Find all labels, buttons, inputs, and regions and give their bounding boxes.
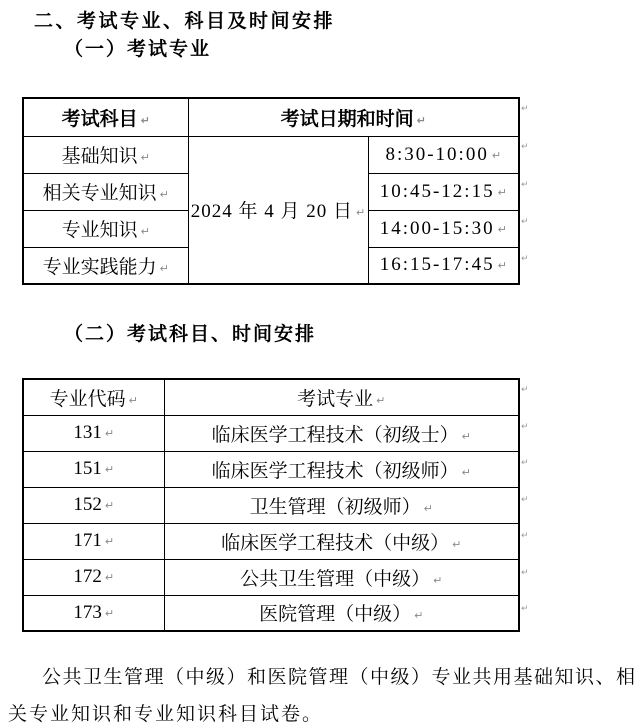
time-cell bbox=[368, 173, 519, 210]
header-label: 考试科目 bbox=[61, 108, 138, 130]
header-label: 考试日期和时间 bbox=[280, 108, 414, 130]
cell-end-mark-icon: ↵ bbox=[423, 501, 433, 515]
major-cell bbox=[164, 451, 519, 487]
table-row bbox=[23, 451, 519, 487]
cell-end-mark-icon: ↵ bbox=[128, 393, 138, 407]
cell-end-mark-icon: ↵ bbox=[497, 185, 507, 199]
table-row bbox=[23, 523, 519, 559]
table-row bbox=[23, 136, 519, 173]
code-label: 172 bbox=[73, 566, 102, 587]
row-end-mark-icon: ↵ bbox=[521, 217, 529, 227]
major-cell bbox=[164, 487, 519, 523]
subject-cell bbox=[23, 247, 188, 284]
row-end-mark-icon: ↵ bbox=[521, 385, 529, 395]
cell-end-mark-icon: ↵ bbox=[104, 427, 115, 440]
subject-label: 专业实践能力 bbox=[42, 256, 157, 278]
major-label: 临床医学工程技术（中级） bbox=[221, 532, 450, 554]
code-cell bbox=[23, 451, 164, 487]
cell-end-mark-icon: ↵ bbox=[433, 573, 443, 587]
cell-end-mark-icon: ↵ bbox=[104, 535, 115, 548]
major-label: 公共卫生管理（中级） bbox=[240, 568, 431, 590]
code-label: 173 bbox=[73, 601, 102, 623]
row-end-mark-icon: ↵ bbox=[521, 568, 529, 578]
row-end-mark-icon: ↵ bbox=[521, 104, 529, 114]
time-cell bbox=[368, 210, 519, 247]
header-cell-code bbox=[23, 379, 164, 415]
header-cell-major bbox=[164, 379, 519, 415]
exam-date: 2024 年 4 月 20 日 bbox=[190, 201, 354, 223]
code-label: 171 bbox=[73, 530, 102, 551]
subject-label: 相关专业知识 bbox=[42, 183, 157, 204]
cell-end-mark-icon: ↵ bbox=[376, 393, 386, 407]
header-label: 专业代码 bbox=[49, 388, 126, 410]
cell-end-mark-icon: ↵ bbox=[104, 499, 115, 512]
subject-label: 专业知识 bbox=[61, 220, 138, 241]
table-row bbox=[23, 559, 519, 595]
row-end-mark-icon: ↵ bbox=[521, 495, 529, 505]
header-cell-subject bbox=[23, 98, 188, 136]
cell-end-mark-icon: ↵ bbox=[159, 261, 169, 275]
time-cell bbox=[368, 247, 519, 284]
table-row bbox=[23, 487, 519, 523]
code-label: 151 bbox=[73, 458, 102, 479]
major-cell bbox=[164, 523, 519, 559]
major-cell bbox=[164, 595, 519, 631]
cell-end-mark-icon: ↵ bbox=[461, 429, 471, 443]
main-heading: 二、考试专业、科目及时间安排 bbox=[34, 11, 336, 32]
table-header-row bbox=[23, 379, 519, 415]
exam-date-cell bbox=[188, 136, 368, 284]
note-line-2: 关专业知识和专业知识科目试卷。 bbox=[8, 704, 324, 725]
cell-end-mark-icon: ↵ bbox=[140, 113, 150, 127]
cell-end-mark-icon: ↵ bbox=[414, 609, 424, 623]
cell-end-mark-icon: ↵ bbox=[140, 225, 150, 238]
time-label: 16:15-17:45 bbox=[379, 254, 495, 276]
code-cell bbox=[23, 595, 164, 631]
cell-end-mark-icon: ↵ bbox=[497, 259, 507, 273]
exam-schedule-table bbox=[22, 97, 520, 285]
code-cell bbox=[23, 559, 164, 595]
major-label: 临床医学工程技术（初级士） bbox=[211, 424, 459, 446]
header-label: 考试专业 bbox=[297, 388, 374, 410]
header-cell-datetime bbox=[188, 98, 519, 136]
note-paragraph bbox=[8, 659, 635, 725]
cell-end-mark-icon: ↵ bbox=[104, 606, 115, 620]
section-2-heading: （二）考试科目、时间安排 bbox=[64, 324, 317, 345]
row-end-mark-icon: ↵ bbox=[521, 531, 529, 541]
major-label: 医院管理（中级） bbox=[259, 604, 412, 626]
major-label: 卫生管理（初级师） bbox=[249, 496, 421, 518]
subject-cell bbox=[23, 210, 188, 247]
cell-end-mark-icon: ↵ bbox=[452, 537, 462, 551]
time-label: 8:30-10:00 bbox=[385, 143, 489, 165]
subject-cell bbox=[23, 173, 188, 210]
major-code-table bbox=[22, 378, 520, 632]
table-header-row bbox=[23, 98, 519, 136]
row-end-mark-icon: ↵ bbox=[521, 142, 529, 152]
code-cell bbox=[23, 487, 164, 523]
row-end-mark-icon: ↵ bbox=[521, 604, 529, 614]
cell-end-mark-icon: ↵ bbox=[461, 465, 471, 479]
major-label: 临床医学工程技术（初级师） bbox=[211, 460, 459, 482]
cell-end-mark-icon: ↵ bbox=[491, 148, 502, 162]
table-row bbox=[23, 415, 519, 451]
cell-end-mark-icon: ↵ bbox=[497, 222, 507, 236]
cell-end-mark-icon: ↵ bbox=[104, 463, 115, 476]
code-label: 152 bbox=[73, 494, 102, 515]
row-end-mark-icon: ↵ bbox=[521, 458, 529, 468]
time-label: 14:00-15:30 bbox=[379, 217, 495, 239]
major-cell bbox=[164, 559, 519, 595]
row-end-mark-icon: ↵ bbox=[521, 254, 529, 264]
cell-end-mark-icon: ↵ bbox=[416, 113, 426, 127]
cell-end-mark-icon: ↵ bbox=[140, 151, 150, 164]
cell-end-mark-icon: ↵ bbox=[104, 571, 115, 584]
subject-label: 基础知识 bbox=[61, 146, 138, 167]
code-cell bbox=[23, 523, 164, 559]
table-row bbox=[23, 595, 519, 631]
subject-cell bbox=[23, 136, 188, 173]
code-cell bbox=[23, 415, 164, 451]
row-end-mark-icon: ↵ bbox=[521, 422, 529, 432]
time-cell bbox=[368, 136, 519, 173]
cell-end-mark-icon: ↵ bbox=[356, 206, 366, 220]
cell-end-mark-icon: ↵ bbox=[159, 188, 169, 201]
code-label: 131 bbox=[73, 422, 102, 443]
time-label: 10:45-12:15 bbox=[379, 180, 495, 202]
note-line-1: 公共卫生管理（中级）和医院管理（中级）专业共用基础知识、相 bbox=[42, 667, 635, 688]
major-cell bbox=[164, 415, 519, 451]
row-end-mark-icon: ↵ bbox=[521, 180, 529, 190]
section-1-heading: （一）考试专业 bbox=[64, 39, 212, 60]
